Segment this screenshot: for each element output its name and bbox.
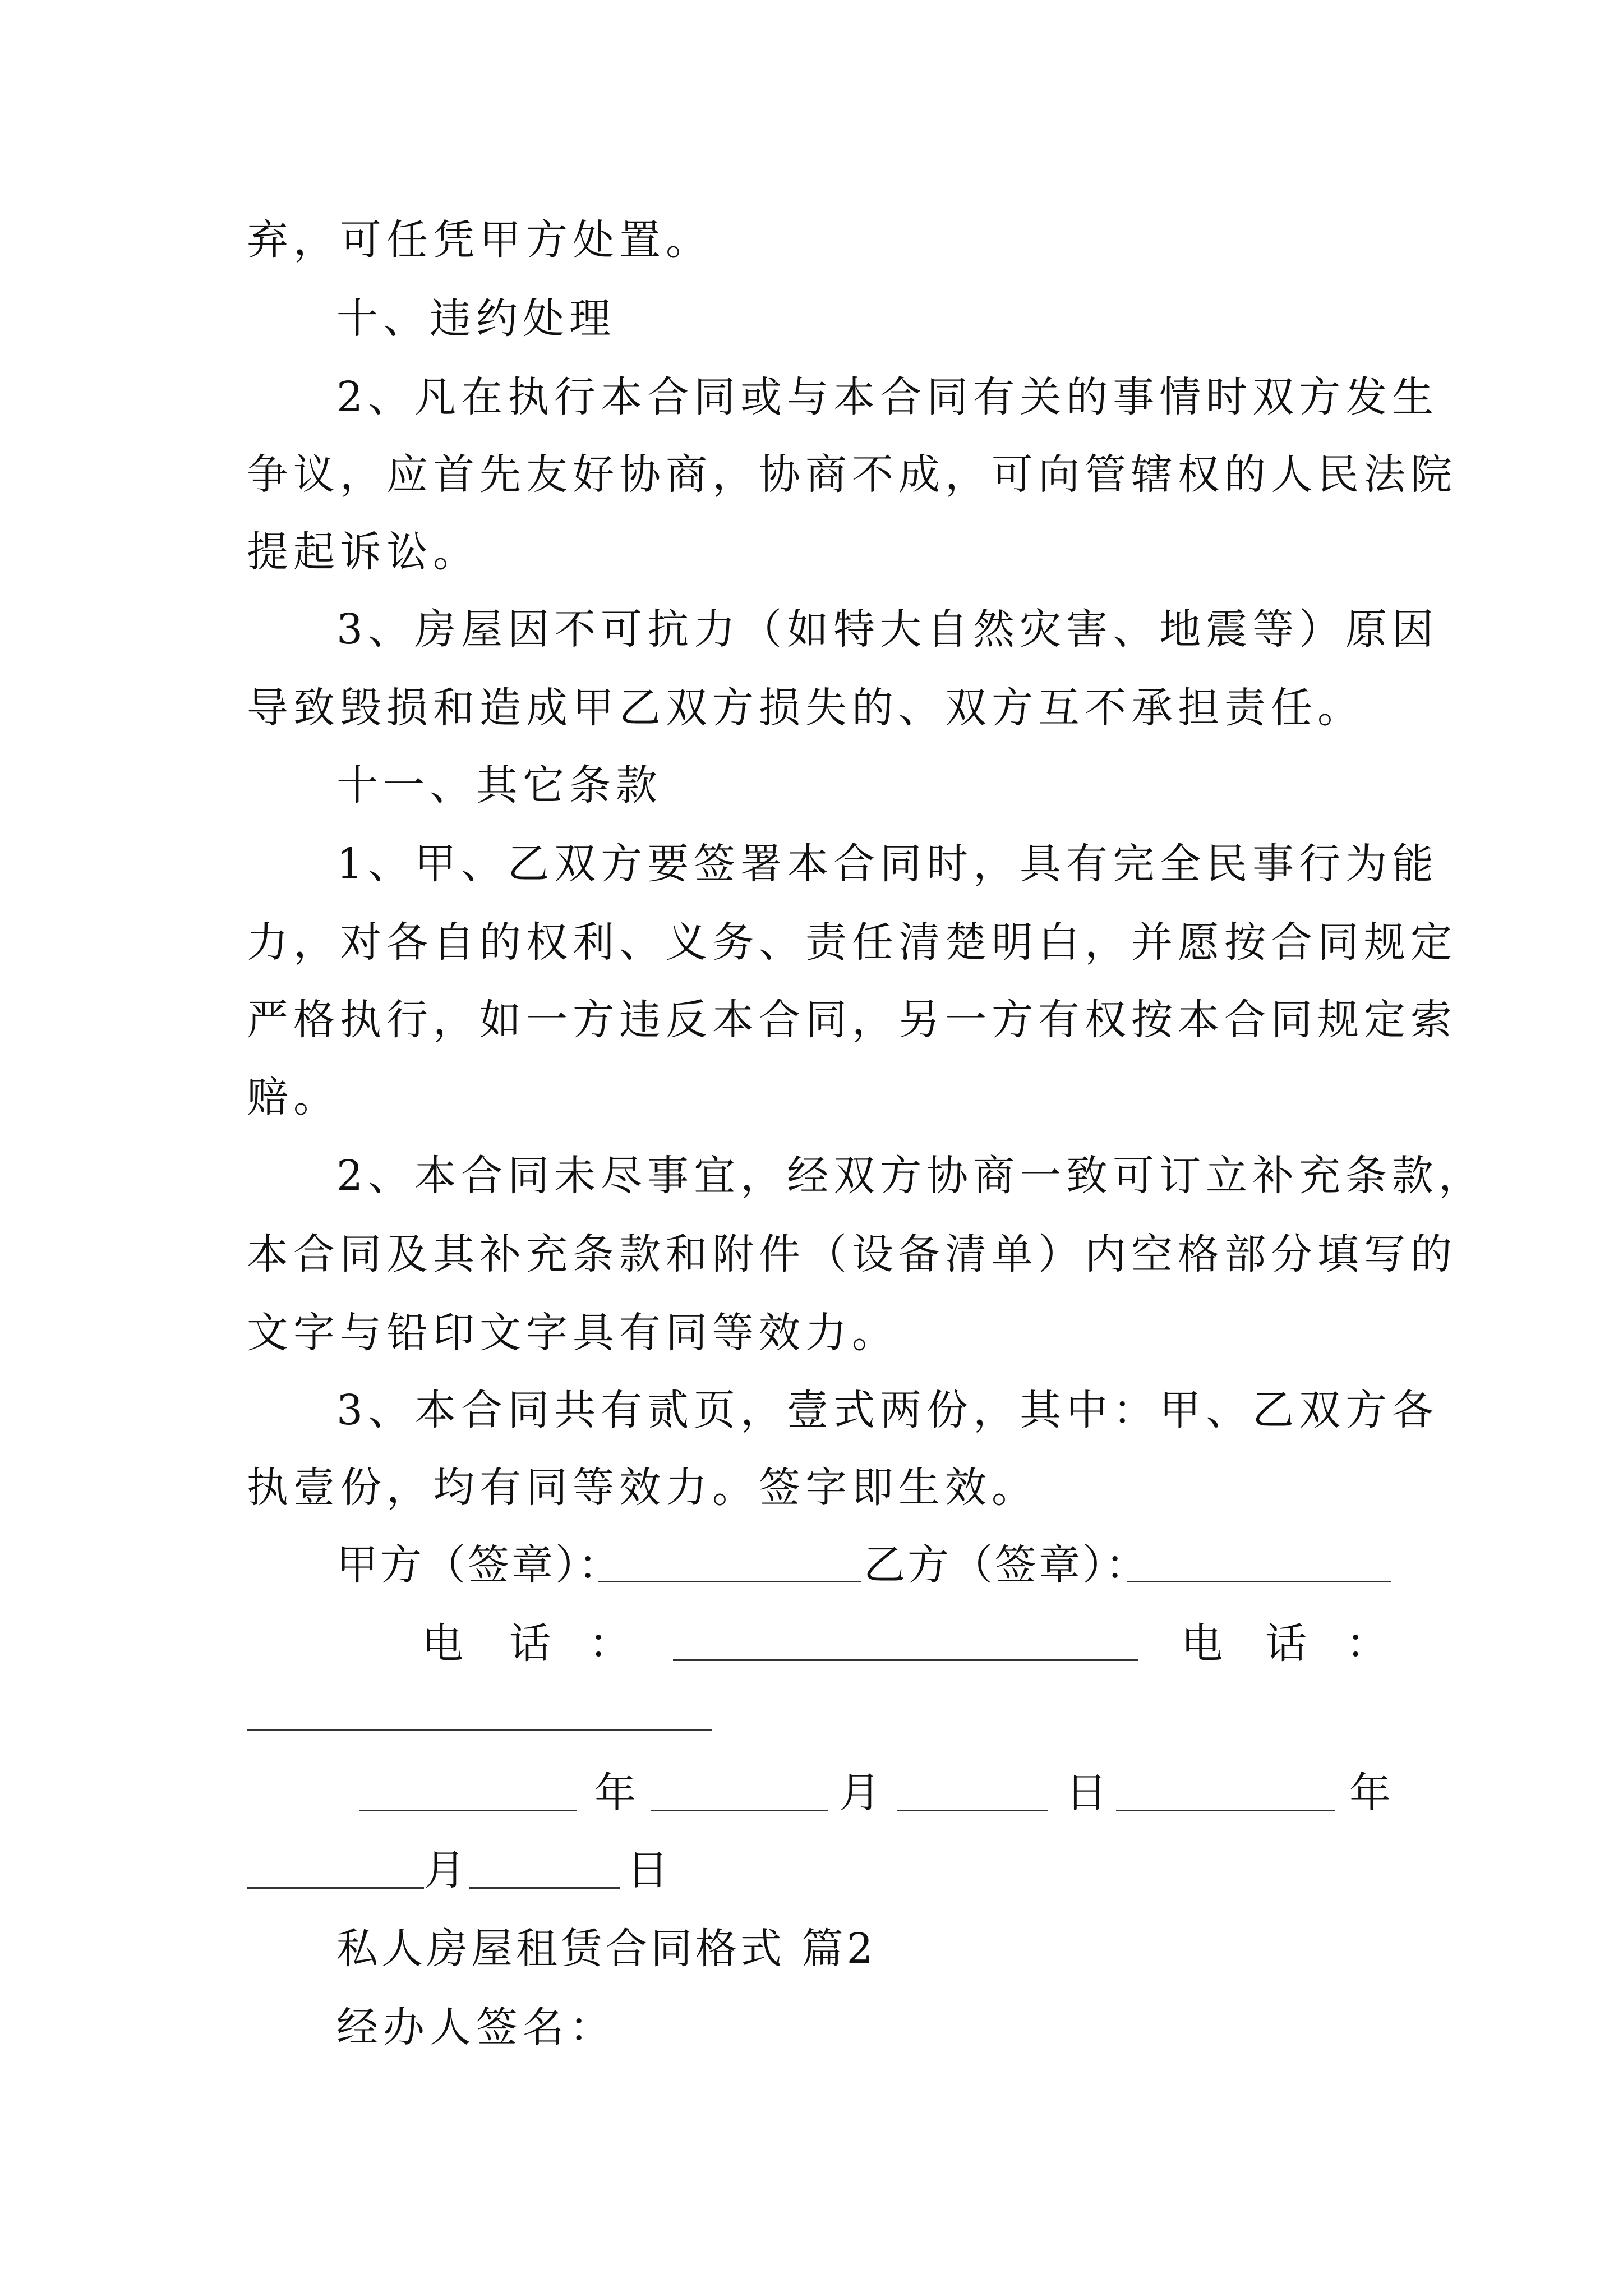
next-contract-title: 私人房屋租赁合同格式 篇2: [336, 1925, 877, 1973]
paragraph-line: 1、甲、乙双方要签署本合同时，具有完全民事行为能: [336, 840, 1439, 888]
handler-signature-label: 经办人签名：: [336, 2003, 616, 2051]
party-b-phone-blank[interactable]: [247, 1729, 712, 1731]
month-label-a: 月: [839, 1769, 880, 1817]
year-label-b: 年: [1349, 1769, 1391, 1817]
phone-label-b-char1: 电: [1181, 1619, 1223, 1668]
paragraph-line: 文字与铅印文字具有同等效力。: [247, 1309, 898, 1357]
party-a-signature-label: 甲方（签章）：: [336, 1541, 622, 1589]
party-a-phone-blank[interactable]: [673, 1659, 1138, 1661]
party-b-signature-blank[interactable]: [1127, 1581, 1391, 1582]
section-heading-breach: 十、违约处理: [336, 295, 616, 343]
phone-label-a-colon: ：: [589, 1619, 630, 1668]
party-a-year-blank[interactable]: [359, 1810, 577, 1811]
paragraph-line: 2、凡在执行本合同或与本合同有关的事情时双方发生: [336, 373, 1439, 421]
section-heading-other-terms: 十一、其它条款: [336, 761, 662, 809]
party-b-day-blank[interactable]: [469, 1887, 620, 1889]
paragraph-line: 3、本合同共有贰页，壹式两份，其中：甲、乙双方各: [336, 1386, 1439, 1434]
party-a-day-blank[interactable]: [897, 1810, 1048, 1811]
paragraph-line: 本合同及其补充条款和附件（设备清单）内空格部分填写的: [247, 1230, 1457, 1278]
paragraph-line: 提起诉讼。: [247, 528, 479, 576]
paragraph-line: 执壹份，均有同等效力。签字即生效。: [247, 1464, 1038, 1512]
paragraph-line: 力，对各自的权利、义务、责任清楚明白，并愿按合同规定: [247, 918, 1457, 967]
party-a-month-blank[interactable]: [651, 1810, 828, 1811]
year-label-a: 年: [594, 1769, 636, 1817]
paragraph-line: 导致毁损和造成甲乙双方损失的、双方互不承担责任。: [247, 684, 1364, 732]
phone-label-a-char2: 话: [509, 1619, 551, 1668]
party-b-month-blank[interactable]: [247, 1887, 424, 1889]
party-b-year-blank[interactable]: [1116, 1810, 1335, 1811]
phone-label-a-char1: 电: [422, 1619, 463, 1668]
paragraph-line: 赔。: [247, 1073, 340, 1121]
phone-label-b-colon: ：: [1346, 1619, 1387, 1668]
day-label-b: 日: [627, 1846, 668, 1894]
paragraph-line: 争议，应首先友好协商，协商不成，可向管辖权的人民法院: [247, 450, 1457, 499]
paragraph-line: 2、本合同未尽事宜，经双方协商一致可订立补充条款，: [336, 1152, 1486, 1200]
paragraph-line: 3、房屋因不可抗力（如特大自然灾害、地震等）原因: [336, 605, 1439, 654]
paragraph-line: 弃，可任凭甲方处置。: [247, 216, 712, 264]
phone-label-b-char2: 话: [1265, 1619, 1307, 1668]
party-b-signature-label: 乙方（签章）：: [864, 1541, 1149, 1589]
day-label-a: 日: [1066, 1769, 1107, 1817]
party-a-signature-blank[interactable]: [598, 1581, 861, 1582]
paragraph-line: 严格执行，如一方违反本合同，另一方有权按本合同规定索: [247, 996, 1457, 1044]
month-label-b: 月: [424, 1846, 465, 1894]
